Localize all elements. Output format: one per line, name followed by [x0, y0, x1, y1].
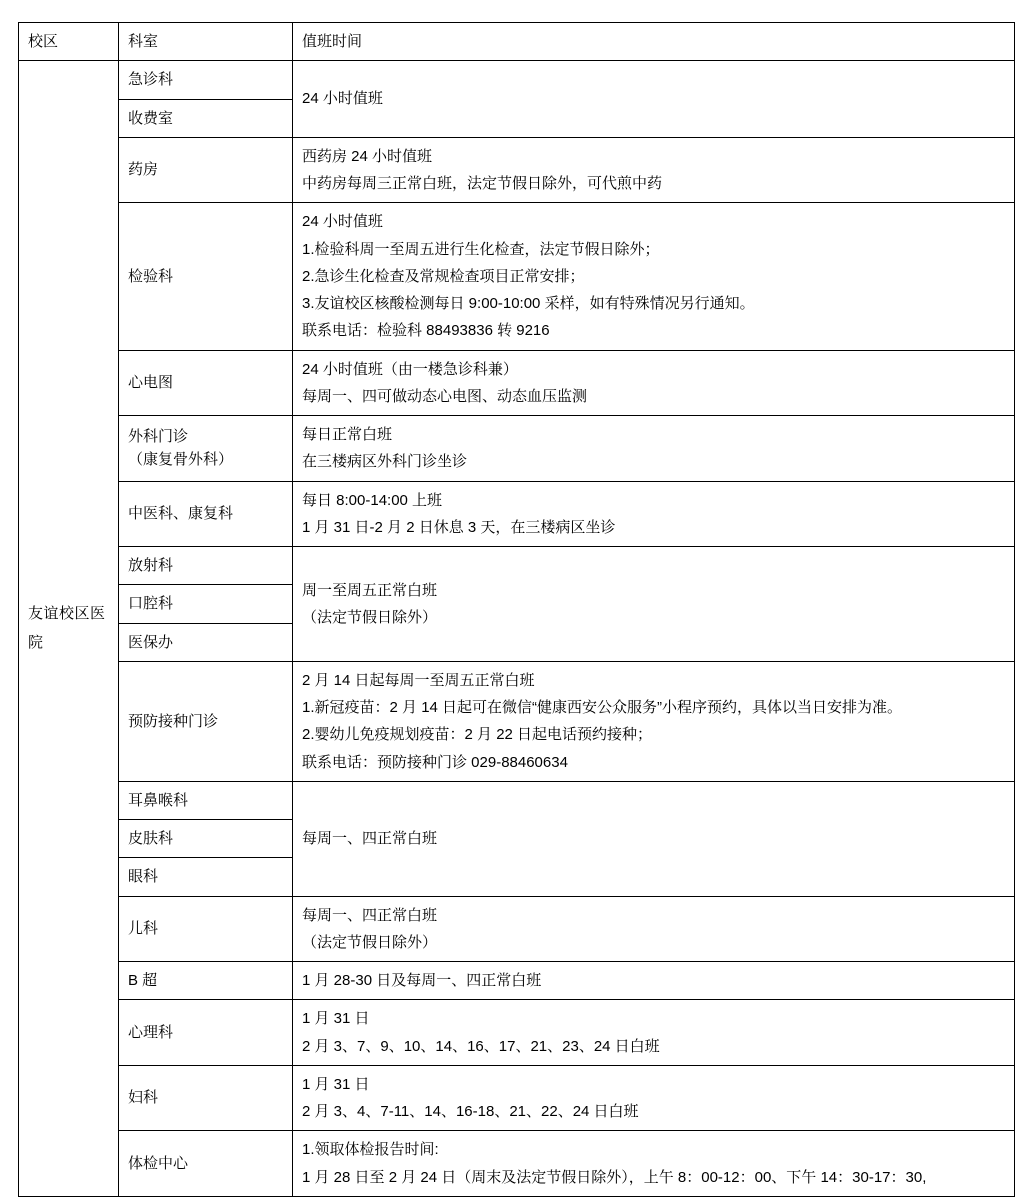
dept-ent: 耳鼻喉科 — [119, 781, 293, 819]
time-line: 1 月 28 日至 2 月 24 日（周末及法定节假日除外），上午 8：00-12：00、下午 14：30-17：30, — [302, 1168, 927, 1186]
time-line: 1.领取体检报告时间: — [302, 1141, 439, 1159]
time-line: 每周一、四正常白班 — [302, 906, 438, 924]
table-row — [19, 203, 1015, 350]
dept-vaccination: 预防接种门诊 — [119, 661, 293, 781]
campus-name-text: 友谊校区医院 — [28, 605, 106, 651]
dept-ophthalmology: 眼科 — [119, 858, 293, 896]
time-vaccination — [293, 661, 1015, 781]
time-line: 每周一、四正常白班 — [302, 830, 438, 847]
dept-cashier: 收费室 — [119, 99, 293, 137]
time-line: 2 月 3、7、9、10、14、16、17、21、23、24 日白班 — [302, 1037, 660, 1055]
table-row — [19, 1065, 1015, 1131]
dept-pediatrics: 儿科 — [119, 896, 293, 962]
time-emergency-cashier — [293, 61, 1015, 138]
time-line: 1 月 31 日 — [302, 1010, 370, 1028]
table-row — [19, 962, 1015, 1000]
time-line: 在三楼病区外科门诊坐诊 — [302, 453, 468, 471]
duty-schedule-table — [18, 22, 1015, 1197]
time-physical-exam — [293, 1131, 1015, 1197]
dept-dermatology: 皮肤科 — [119, 820, 293, 858]
time-ent-group — [293, 781, 1015, 896]
dept-radiology: 放射科 — [119, 547, 293, 585]
time-line: 每周一、四可做动态心电图、动态血压监测 — [302, 387, 588, 405]
time-line: 1 月 31 日-2 月 2 日休息 3 天，在三楼病区坐诊 — [302, 518, 616, 536]
header-campus: 校区 — [19, 23, 119, 61]
time-line: 24 小时值班 — [302, 90, 383, 108]
time-line: 24 小时值班（由一楼急诊科兼） — [302, 360, 518, 378]
time-line: 2 月 3、4、7-11、14、16-18、21、22、24 日白班 — [302, 1103, 639, 1120]
time-surgery-clinic — [293, 416, 1015, 482]
dept-psychology: 心理科 — [119, 1000, 293, 1066]
table-row — [19, 350, 1015, 416]
campus-name-cell — [19, 61, 119, 1197]
table-row — [19, 61, 1015, 99]
time-line: 中药房每周三正常白班，法定节假日除外，可代煎中药 — [302, 175, 663, 192]
time-line: （法定节假日除外） — [302, 608, 438, 626]
table-row — [19, 781, 1015, 819]
dept-pharmacy: 药房 — [119, 137, 293, 203]
header-department: 科室 — [119, 23, 293, 61]
header-duty-time: 值班时间 — [293, 23, 1015, 61]
time-line: （法定节假日除外） — [302, 933, 438, 951]
time-line: 24 小时值班 — [302, 213, 383, 231]
time-line: 2 月 14 日起每周一至周五正常白班 — [302, 671, 535, 689]
time-line: 每日正常白班 — [302, 426, 393, 443]
time-line: 1.检验科周一至周五进行生化检查，法定节假日除外； — [302, 240, 660, 258]
table-row — [19, 137, 1015, 203]
time-pediatrics — [293, 896, 1015, 962]
time-lab — [293, 203, 1015, 350]
time-ecg — [293, 350, 1015, 416]
table-row — [19, 547, 1015, 585]
time-line: 每日 8:00-14:00 上班 — [302, 491, 443, 509]
time-line: 周一至周五正常白班 — [302, 581, 438, 599]
time-line: 3.友谊校区核酸检测每日 9:00-10:00 采样，如有特殊情况另行通知。 — [302, 295, 755, 312]
dept-line: （康复骨外科） — [128, 451, 234, 469]
time-line: 1 月 28-30 日及每周一、四正常白班 — [302, 972, 542, 989]
time-line: 西药房 24 小时值班 — [302, 147, 433, 165]
time-gynecology — [293, 1065, 1015, 1131]
dept-ecg: 心电图 — [119, 350, 293, 416]
time-ultrasound — [293, 962, 1015, 1000]
time-line: 2.急诊生化检查及常规检查项目正常安排； — [302, 267, 585, 285]
dept-gynecology: 妇科 — [119, 1065, 293, 1131]
dept-physical-exam: 体检中心 — [119, 1131, 293, 1197]
table-row — [19, 481, 1015, 547]
time-line: 联系电话：预防接种门诊 029-88460634 — [302, 753, 568, 771]
dept-surgery-clinic — [119, 416, 293, 482]
table-row — [19, 1000, 1015, 1066]
time-line: 1.新冠疫苗：2 月 14 日起可在微信“健康西安公众服务”小程序预约，具体以当日安排为准。 — [302, 699, 903, 716]
time-line: 联系电话：检验科 88493836 转 9216 — [302, 322, 550, 340]
dept-insurance-office: 医保办 — [119, 623, 293, 661]
time-tcm-rehab — [293, 481, 1015, 547]
time-radiology-group — [293, 547, 1015, 662]
time-pharmacy — [293, 137, 1015, 203]
table-row — [19, 416, 1015, 482]
table-row — [19, 661, 1015, 781]
table-header-row — [19, 23, 1015, 61]
dept-dental: 口腔科 — [119, 585, 293, 623]
time-line: 1 月 31 日 — [302, 1075, 370, 1093]
dept-line: 外科门诊 — [128, 428, 189, 445]
time-line: 2.婴幼儿免疫规划疫苗：2 月 22 日起电话预约接种； — [302, 726, 653, 744]
table-row — [19, 896, 1015, 962]
dept-tcm-rehab: 中医科、康复科 — [119, 481, 293, 547]
dept-emergency: 急诊科 — [119, 61, 293, 99]
table-row — [19, 1131, 1015, 1197]
dept-lab: 检验科 — [119, 203, 293, 350]
time-psychology — [293, 1000, 1015, 1066]
dept-ultrasound: B 超 — [119, 962, 293, 1000]
